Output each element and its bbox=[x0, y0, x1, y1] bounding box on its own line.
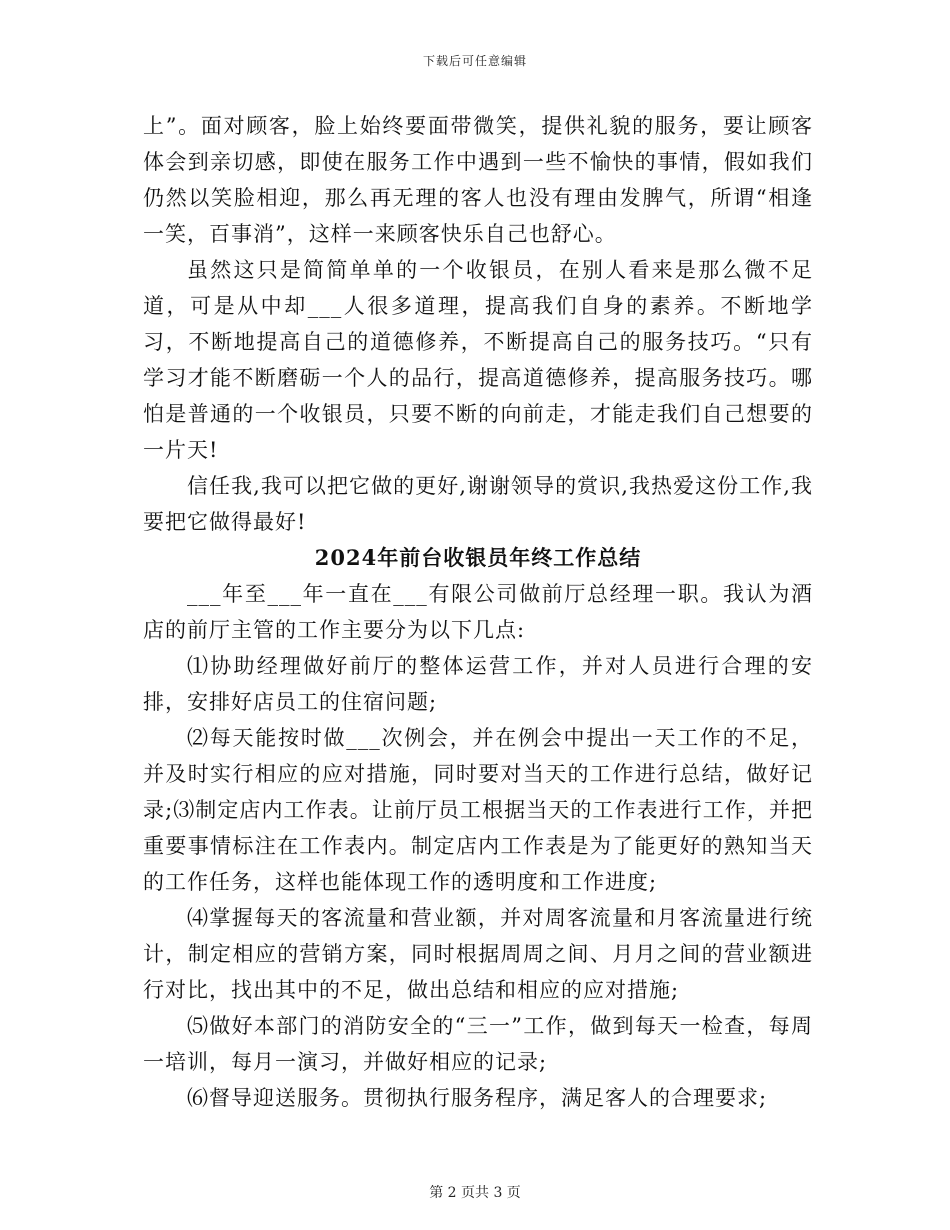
paragraph-commitment: 信任我,我可以把它做的更好,谢谢领导的赏识,我热爱这份工作,我要把它做得最好! bbox=[143, 474, 813, 534]
list-item-6: ⑹督导迎送服务。贯彻执行服务程序，满足客人的合理要求; bbox=[187, 1086, 768, 1110]
paragraph-intro: ___年至___年一直在___有限公司做前厅总经理一职。我认为酒店的前厅主管的工作主要分为以下几点: bbox=[143, 582, 813, 642]
page-footer: 第 2 页共 3 页 bbox=[429, 1185, 521, 1201]
list-item-5: ⑸做好本部门的消防安全的“三一”工作，做到每天一检查，每周一培训，每月一演习，并做好相应的记录; bbox=[143, 1014, 813, 1074]
list-item-4: ⑷掌握每天的客流量和营业额，并对周客流量和月客流量进行统计，制定相应的营销方案，同时根据周周之间、月月之间的营业额进行对比，找出其中的不足，做出总结和相应的应对措施; bbox=[143, 906, 813, 1002]
list-item-2-3: ⑵每天能按时做___次例会，并在例会中提出一天工作的不足，并及时实行相应的应对措施，同时要对当天的工作进行总结，做好记录;⑶制定店内工作表。让前厅员工根据当天的工作表进行工作，并把重要事情标注在工作表内。制定店内工作表是为了能更好的熟知当天的工作任务，这样也能体现工作的透明度和工作进度; bbox=[143, 726, 813, 894]
list-item-1: ⑴协助经理做好前厅的整体运营工作，并对人员进行合理的安排，安排好店员工的住宿问题; bbox=[143, 654, 813, 714]
page-header: 下载后可任意编辑 bbox=[422, 54, 527, 68]
paragraph-cashier-reflection: 虽然这只是简简单单的一个收银员，在别人看来是那么微不足道，可是从中却___人很多道理，提高我们自身的素养。不断地学习，不断地提高自己的道德修养，不断提高自己的服务技巧。“只有学习才能不断磨砺一个人的品行，提高道德修养，提高服务技巧。哪怕是普通的一个收银员，只要不断的向前走，才能走我们自己想要的一片天! bbox=[143, 258, 813, 462]
document-body bbox=[143, 108, 813, 1116]
section-title: 2024年前台收银员年终工作总结 bbox=[314, 545, 642, 570]
paragraph-continuation: 上”。面对顾客，脸上始终要面带微笑，提供礼貌的服务，要让顾客体会到亲切感，即使在服务工作中遇到一些不愉快的事情，假如我们仍然以笑脸相迎，那么再无理的客人也没有理由发脾气，所谓“相逢一笑，百事消”，这样一来顾客快乐自己也舒心。 bbox=[143, 114, 813, 246]
